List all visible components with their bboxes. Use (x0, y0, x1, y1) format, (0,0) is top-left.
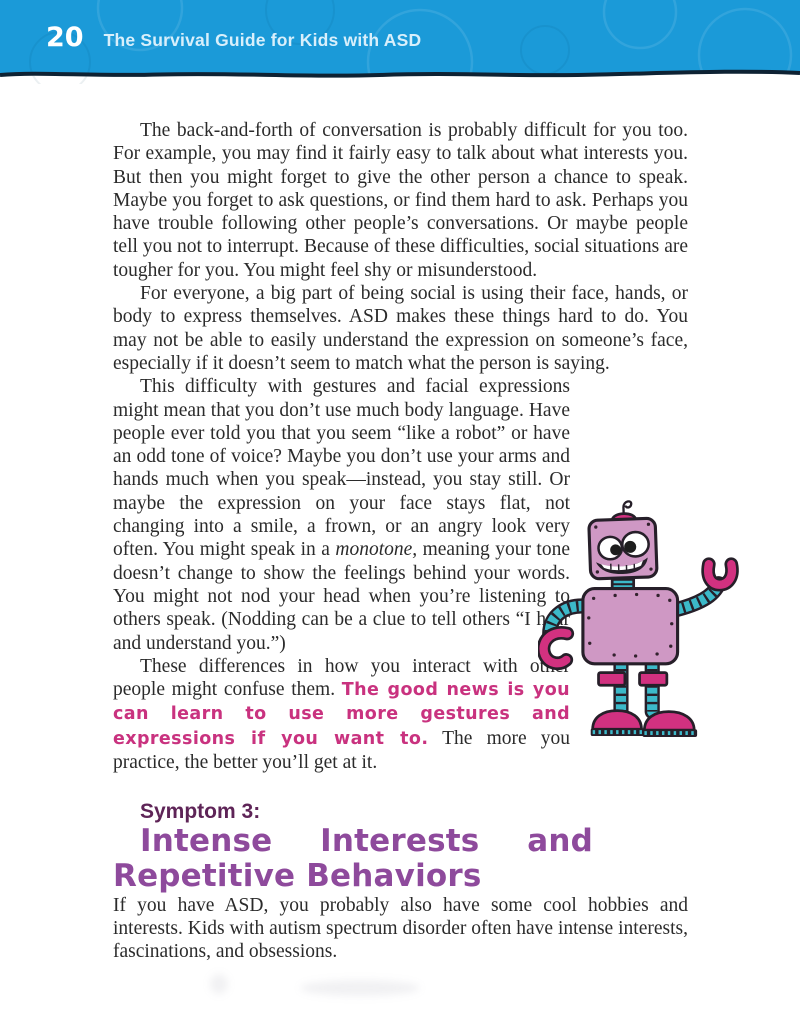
print-through-smudge (210, 974, 228, 994)
section-kicker: Symptom 3: (140, 800, 261, 824)
robot-head (588, 501, 657, 580)
paragraph-5-text: If you have ASD, you probably also have some cool hobbies and interests. Kids with autism spectrum disorder often have intense interests, fascinations, and obsessions. (113, 894, 688, 963)
robot-right-knee (640, 673, 667, 686)
robot-right-claw (708, 564, 732, 585)
paragraph-2 (113, 282, 688, 375)
section-title: Intense Interests and Repetitive Behaviors (113, 822, 593, 894)
paragraph-1 (113, 119, 688, 282)
paragraph-5 (113, 894, 688, 964)
robot-torso (583, 589, 678, 664)
paragraph-3-italic: monotone, (335, 539, 418, 561)
robot-feet (591, 711, 697, 737)
paragraph-3 (113, 375, 688, 655)
page-header (0, 0, 800, 84)
robot-left-claw (544, 633, 568, 663)
robot-left-knee (599, 673, 625, 686)
paragraph-4-text-b: The more you practice, the better you’ll get at it. (113, 727, 570, 774)
paragraph-4-text: These differences in how you interact with other people might confuse them. (113, 655, 570, 701)
paragraph-3-text-b: meaning your tone doesn’t change to show the feelings behind your words. You might not nod your head when you’re listening to others speak. (Nodding can be a clue to tell others “I hear and understand you.”) (113, 539, 570, 654)
highlight-text: The good news is you can learn to use more gestures and expressions if you want to. (113, 680, 570, 749)
running-head (46, 22, 421, 53)
body-text (113, 119, 688, 964)
robot-illustration (584, 487, 734, 741)
paragraph-2-text: For everyone, a big part of being social is using their face, hands, or body to express themselves. ASD makes these things hard to do. You may not be able to easily understand the expression on someone’s face, especially if it doesn’t seem to match what the person is saying. (113, 283, 688, 374)
book-title: The Survival Guide for Kids with ASD (103, 30, 422, 50)
print-through-smudge (300, 980, 420, 996)
waving-robot-icon (538, 487, 743, 741)
section-heading (113, 800, 688, 893)
paragraph-1-text: The back-and-forth of conversation is probably difficult for you too. For example, you may find it fairly easy to talk about what interests you. But then you might forget to give the other person a chance to speak. Maybe you forget to ask questions, or find them hard to ask. Perhaps you have trouble following other people’s conversations. Or maybe people tell you not to interrupt. Because of these difficulties, social situations are tougher for you. You might feel shy or misunderstood. (113, 120, 688, 281)
paragraph-3-text: This difficulty with gestures and facial expressions might mean that you don’t use much body language. Have people ever told you that you seem “like a robot” or have an odd tone of voice? Maybe you don’t use your arms and hands much when you speak—instead, you stay still. Or maybe the expression on your face stays flat, not changing into a smile, a frown, or an angry look very often. You might speak in a (113, 376, 570, 561)
page-number: 20 (46, 22, 84, 53)
